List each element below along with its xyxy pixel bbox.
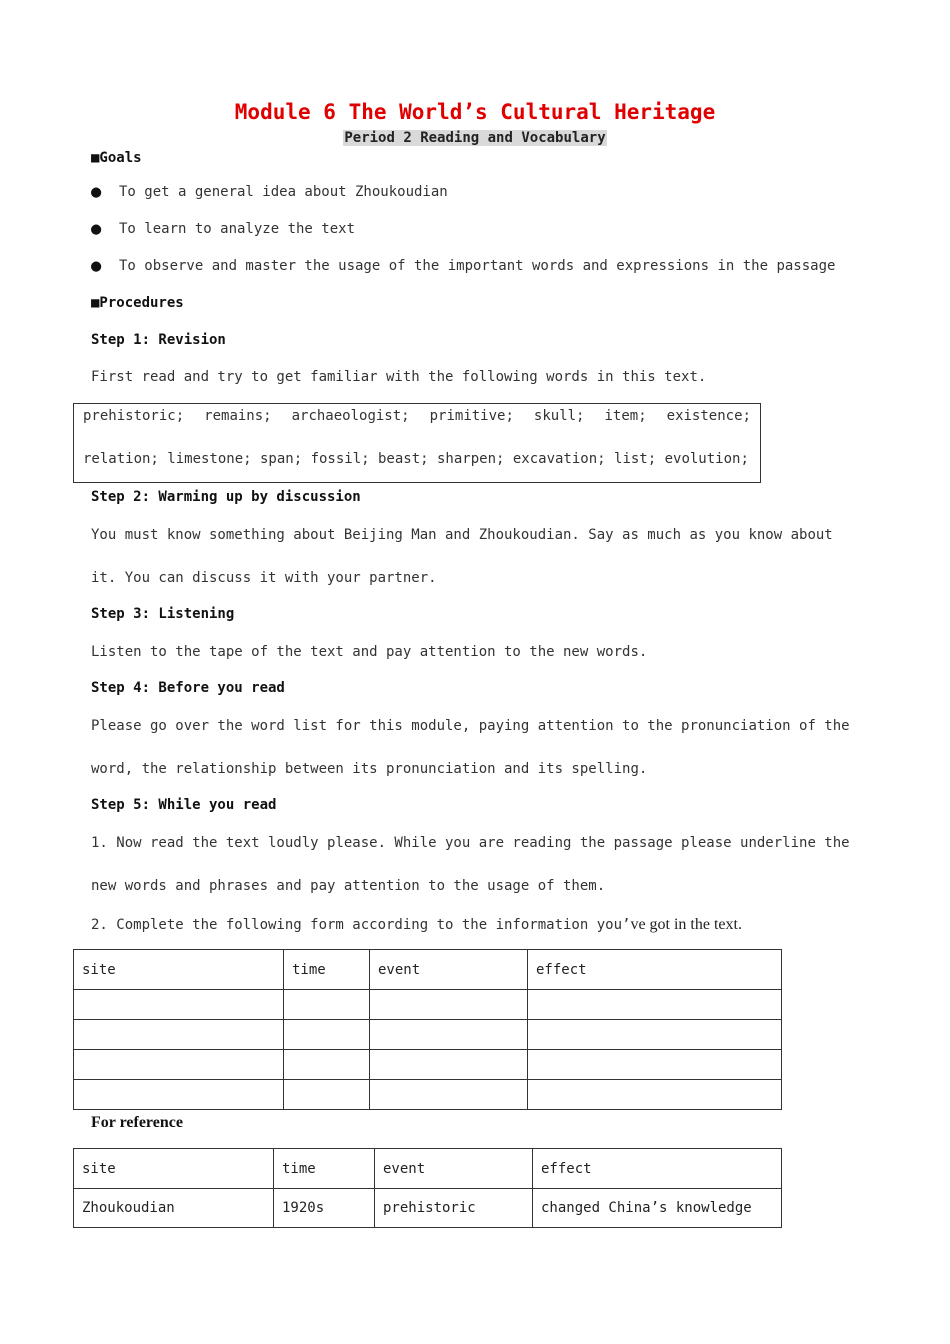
vocab-words: relation; limestone; span; fossil; beast; sharpen; excavation; list; evolution; (83, 451, 749, 467)
table-cell[interactable] (74, 1020, 284, 1050)
table-cell[interactable] (284, 1080, 370, 1110)
step3-title: Step 3: Listening (91, 606, 235, 622)
table-cell[interactable] (528, 1080, 782, 1110)
step4-text-line1: Please go over the word list for this module, paying attention to the pronunciation of the (91, 718, 850, 734)
table-cell[interactable] (370, 990, 528, 1020)
reference-table (73, 1148, 782, 1228)
step3-text: Listen to the tape of the text and pay attention to the new words. (91, 644, 648, 660)
table-header-cell: effect (533, 1149, 782, 1189)
table-cell[interactable] (284, 990, 370, 1020)
reference-label: For reference (91, 1114, 183, 1131)
table-cell: changed China’s knowledge (533, 1189, 782, 1228)
table-header-row (74, 1149, 782, 1189)
vocab-word: primitive; (429, 408, 514, 424)
table-row (74, 990, 782, 1020)
table-row (74, 1189, 782, 1228)
table-header-cell: site (74, 1149, 274, 1189)
table-cell[interactable] (528, 990, 782, 1020)
table-cell[interactable] (74, 1050, 284, 1080)
info-form-table (73, 949, 782, 1110)
step4-text-line2: word, the relationship between its pronunciation and its spelling. (91, 761, 648, 777)
vocabulary-line-2 (83, 451, 751, 467)
vocab-word: existence; (666, 408, 751, 424)
step1-text: First read and try to get familiar with the following words in this text. (91, 369, 707, 385)
bullet-icon: ● (91, 182, 102, 202)
step5-item2-text: 2. Complete the following form according to the information you’ (91, 917, 631, 933)
table-row (74, 1080, 782, 1110)
table-cell[interactable] (74, 1080, 284, 1110)
table-header-cell: time (284, 950, 370, 990)
bullet-icon: ● (91, 219, 102, 239)
goals-heading: ■Goals (91, 150, 142, 166)
step5-item1-line1: 1. Now read the text loudly please. While you are reading the passage please underline the (91, 835, 850, 851)
table-row (74, 1020, 782, 1050)
table-header-cell: site (74, 950, 284, 990)
goal-item: To get a general idea about Zhoukoudian (119, 184, 448, 200)
vocab-word: prehistoric; (83, 408, 185, 424)
table-cell[interactable] (528, 1050, 782, 1080)
table-cell: Zhoukoudian (74, 1189, 274, 1228)
step1-title: Step 1: Revision (91, 332, 226, 348)
vocab-word: remains; (204, 408, 272, 424)
vocab-word: archaeologist; (291, 408, 410, 424)
table-cell[interactable] (74, 990, 284, 1020)
procedures-heading: ■Procedures (91, 295, 184, 311)
step2-text-line2: it. You can discuss it with your partner. (91, 570, 437, 586)
table-cell[interactable] (528, 1020, 782, 1050)
vocab-word: item; (604, 408, 647, 424)
table-cell[interactable] (370, 1020, 528, 1050)
table-row (74, 1050, 782, 1080)
bullet-icon: ● (91, 256, 102, 276)
table-header-cell: effect (528, 950, 782, 990)
goal-item: To observe and master the usage of the important words and expressions in the passage (119, 258, 836, 274)
goal-item: To learn to analyze the text (119, 221, 356, 237)
subtitle-text: Period 2 Reading and Vocabulary (344, 130, 606, 146)
table-cell: 1920s (274, 1189, 375, 1228)
vocabulary-line-1 (83, 408, 751, 424)
table-header-cell: event (375, 1149, 533, 1189)
table-cell: prehistoric (375, 1189, 533, 1228)
page-title: Module 6 The World’s Cultural Heritage (234, 100, 716, 124)
table-cell[interactable] (370, 1080, 528, 1110)
step5-item1-line2: new words and phrases and pay attention to the usage of them. (91, 878, 606, 894)
step2-text-line1: You must know something about Beijing Man and Zhoukoudian. Say as much as you know about (91, 527, 833, 543)
step4-title: Step 4: Before you read (91, 680, 285, 696)
table-cell[interactable] (284, 1020, 370, 1050)
step2-title: Step 2: Warming up by discussion (91, 489, 361, 505)
vocab-word: skull; (533, 408, 585, 424)
table-header-cell: event (370, 950, 528, 990)
table-header-cell: time (274, 1149, 375, 1189)
table-header-row (74, 950, 782, 990)
step5-title: Step 5: While you read (91, 797, 277, 813)
step5-item2-text-end: ve got in the text. (630, 916, 742, 933)
page-subtitle (0, 130, 950, 146)
table-cell[interactable] (370, 1050, 528, 1080)
step5-item2 (91, 914, 742, 934)
vocabulary-box (73, 403, 761, 483)
table-cell[interactable] (284, 1050, 370, 1080)
